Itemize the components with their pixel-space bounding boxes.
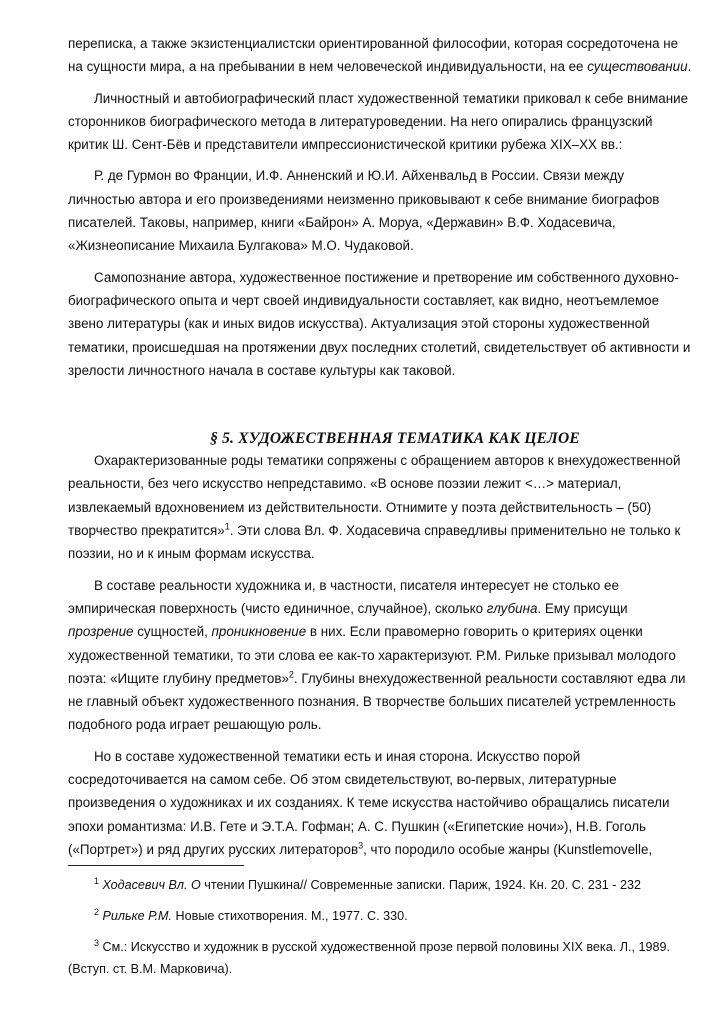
paragraph-biographical-method: Личностный и автобиографический пласт художественной тематики приковал к себе внимание сторонников биографического метода в литературоведении. На него опирались французский критик Ш. Сент-Бёв и представители импрессионистической критики рубежа XIX–XX вв.: [68, 90, 689, 153]
footnote-text: чтении Пушкина// Современные записки. Париж, 1924. Кн. 20. С. 231 - 232 [200, 878, 642, 893]
footnote-number: 3 [94, 938, 100, 949]
emphasis-text: существовании [587, 59, 688, 75]
footnote-ref-3[interactable]: 3 [358, 840, 364, 851]
text-run: . Эти слова Вл. Ф. Ходасевича справедливы применительно не только к поэзии, но и к иным формам искусства. [68, 523, 681, 562]
footnote-author: Ходасевич Вл. О [102, 878, 201, 893]
paragraph-art-itself [68, 745, 692, 861]
text-run: в них. Если правомерно говорить о критериях оценки художественной тематики, то эти слова ее как-то характеризуют. Р.М. Рильке призывал молодого поэта: «Ищите глубину предметов» [68, 624, 676, 686]
footnote-divider [68, 865, 244, 866]
paragraph-continuation [68, 32, 692, 79]
text-run: Но в составе художественной тематики есть и иная сторона. Искусство порой сосредоточивается на самом себе. Об этом свидетельствуют, во-первых, литературные произведения о художниках и их созданиях. К теме искусства настойчиво обращались писатели эпохи романтизма: И.В. Гете и Э.Т.А. Гофман; А. С. Пушкин («Египетские ночи»), Н.В. Гоголь («Портрет») и ряд других русских литераторов [68, 748, 670, 857]
text-run: Охарактеризованные роды тематики сопряжены с обращением авторов к внехудожественной реальности, без чего искусство непредставимо. «В основе поэзии лежит <…> материал, извлекаемый вдохновением из действительности. Отнимите у поэта действительность – (50) творчество прекратится» [68, 453, 681, 539]
text-run: . Ему присущи [537, 600, 628, 616]
footnote-number: 2 [94, 907, 100, 918]
paragraph-reality [68, 449, 692, 565]
footnote-ref-1[interactable]: 1 [224, 521, 230, 532]
emphasis-text: проникновение [211, 624, 307, 640]
emphasis-text: прозрение [68, 624, 134, 640]
paragraph-depth [68, 574, 692, 737]
section-heading: § 5. ХУДОЖЕСТВЕННАЯ ТЕМАТИКА КАК ЦЕЛОЕ [210, 430, 580, 448]
document-page [68, 32, 692, 980]
text-run: переписка, а также экзистенциалистски ориентированной философии, которая сосредоточена не на сущности мира, а на пребывании в нем человеческой индивидуальности, на ее [68, 36, 679, 75]
text-run: В составе реальности художника и, в частности, писателя интересует не столько ее эмпирическая поверхность (чисто единичное, случайное), сколько [68, 577, 619, 616]
footnote-ref-2[interactable]: 2 [288, 669, 294, 680]
paragraph-self-knowledge: Самопознание автора, художественное постижение и претворение им собственного духовно-биографического опыта и черт своей индивидуальности составляет, как видно, неотъемлемое звено литературы (как и иных видов искусства). Актуализация этой стороны художественной тематики, происшедшая на протяжении двух последних столетий, свидетельствует об активности и зрелости личностного начала в составе культуры как таковой. [68, 269, 691, 378]
footnote-3 [68, 936, 692, 980]
text-run: , что породило особые жанры (Kunstlemovelle, [363, 841, 653, 857]
emphasis-text: глубина [486, 600, 538, 616]
footnote-2 [68, 905, 692, 927]
paragraph-critics: Р. де Гурмон во Франции, И.Ф. Анненский и Ю.И. Айхенвальд в России. Связи между личностью автора и его произведениями неизменно приковывают к себе внимание биографов писателей. Таковы, например, книги «Байрон» А. Моруа, «Державин» В.Ф. Ходасевича, «Жизнеописание Михаила Булгакова» М.О. Чудаковой. [68, 168, 660, 254]
footnote-author: Рильке Р.М. [102, 909, 173, 924]
text-run: сущностей, [133, 624, 212, 640]
footnote-text: Новые стихотворения. М., 1977. С. 330. [172, 909, 408, 924]
footnote-text: См.: Искусство и художник в русской художественной прозе первой половины XIX века. Л., 1989. (Вступ. ст. В.М. Марковича). [68, 940, 670, 977]
text-run: . Глубины внехудожественной реальности составляют едва ли не главный объект художественного познания. В творчестве больших писателей устремленность подобного рода играет решающую роль. [68, 670, 686, 733]
footnote-1 [68, 874, 692, 896]
text-run: . [687, 59, 692, 75]
footnote-number: 1 [94, 876, 100, 887]
